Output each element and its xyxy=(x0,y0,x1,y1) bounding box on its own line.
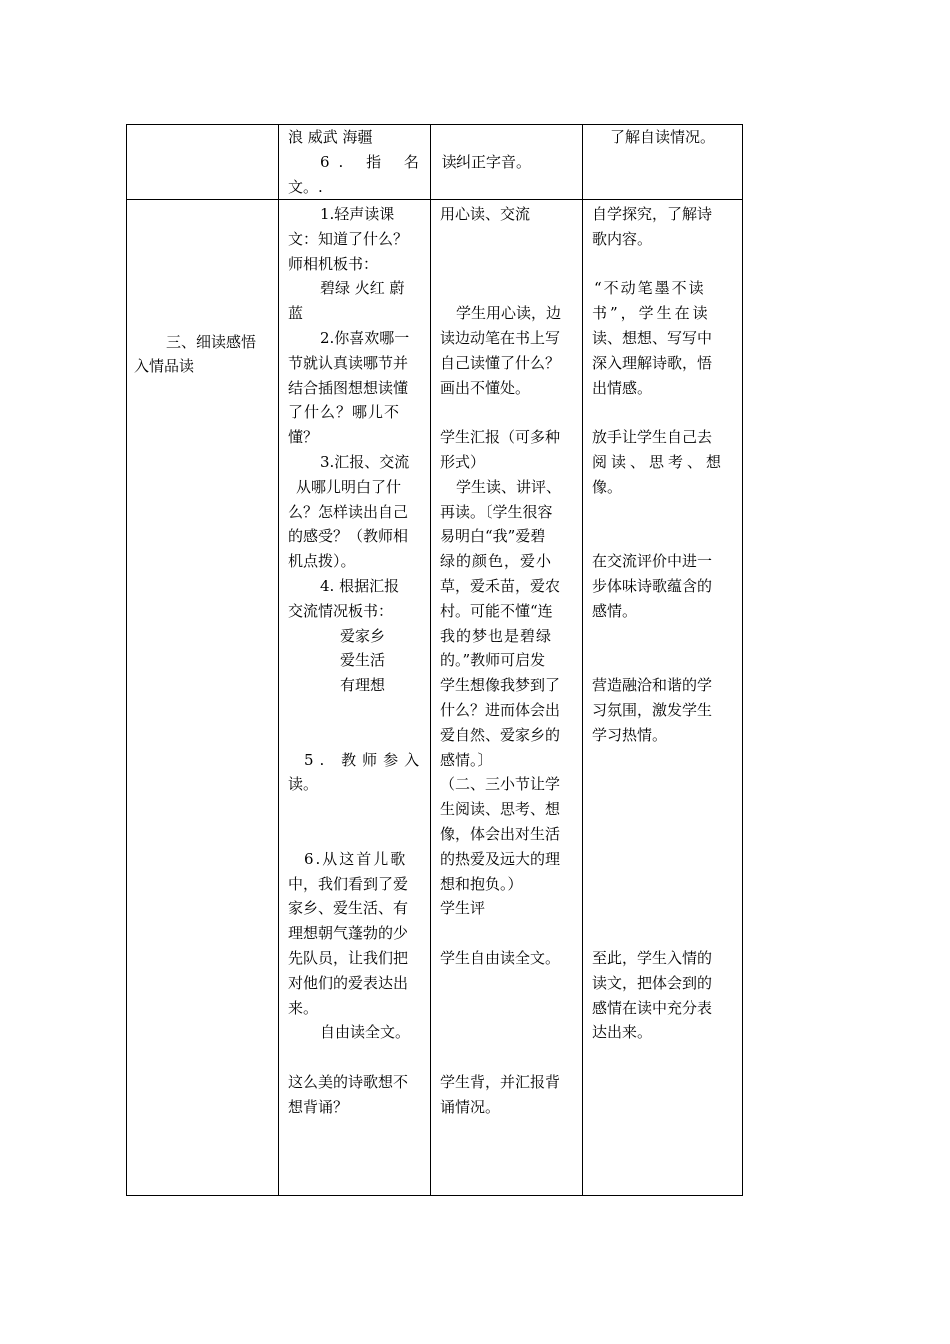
blank-line xyxy=(440,1020,576,1045)
teacher-line: 碧绿 火红 蔚 xyxy=(320,279,405,298)
teacher-line: 来。 xyxy=(288,998,319,1017)
student-line: 读边动笔在书上写 xyxy=(440,328,561,347)
student-line: 爱自然、爱家乡的 xyxy=(440,725,561,744)
teacher-line: 节就认真读哪节并 xyxy=(288,353,409,372)
student-line: 学生评 xyxy=(440,899,486,918)
teacher-line: 了什么？哪儿不 xyxy=(288,403,401,422)
student-line: 学生背，并汇报背 xyxy=(440,1072,561,1091)
student-line: 村。可能不懂“连 xyxy=(440,601,553,620)
intent-line: 像。 xyxy=(592,477,623,496)
student-line: 草，爱禾苗，爱农 xyxy=(440,576,561,595)
col-border-3 xyxy=(430,124,431,1196)
student-line: 绿的颜色，爱小 xyxy=(440,552,553,571)
student-line: 的。”教师可启发 xyxy=(440,651,546,670)
blank-line xyxy=(592,921,738,946)
blank-line xyxy=(288,797,424,822)
blank-line xyxy=(440,996,576,1021)
design-intent-column xyxy=(592,202,738,1045)
blank-line xyxy=(592,797,738,822)
intent-line: 书”，学生在读 xyxy=(592,304,711,323)
blank-line xyxy=(592,400,738,425)
col-border-left xyxy=(126,124,127,1196)
intent-line: 营造融洽和谐的学 xyxy=(592,676,713,695)
teacher-line: 3.汇报、交流 xyxy=(320,452,410,471)
student-line: 再读。〔学生很容 xyxy=(440,502,553,521)
teacher-line: 读。 xyxy=(288,775,319,794)
student-line: 学生用心读，边 xyxy=(456,304,562,323)
student-line: 自己读懂了什么？ xyxy=(440,353,561,372)
teacher-activity-column xyxy=(288,202,424,1119)
stage-title-line1: 三、细读感悟 xyxy=(166,333,257,351)
teacher-line: 交流情况板书： xyxy=(288,601,394,620)
col-border-right xyxy=(742,124,743,1196)
stage-title-line2: 入情品读 xyxy=(134,357,195,375)
intent-line: 深入理解诗歌，悟 xyxy=(592,353,713,372)
blank-line xyxy=(592,648,738,673)
intent-line: 至此，学生入情的 xyxy=(592,948,713,967)
student-line: 画出不懂处。 xyxy=(440,378,531,397)
student-line: 想和抱负。） xyxy=(440,874,523,893)
blank-line xyxy=(288,822,424,847)
teacher-line: 中，我们看到了爱 xyxy=(288,874,409,893)
row1-col2-line3: 文。. xyxy=(288,178,323,196)
student-line: 学生汇报（可多种 xyxy=(440,428,561,447)
teacher-line: 懂？ xyxy=(288,428,319,447)
student-line: 什么？进而体会出 xyxy=(440,700,561,719)
blank-line xyxy=(592,872,738,897)
col-border-4 xyxy=(582,124,583,1196)
student-line: （二、三小节让学 xyxy=(440,775,561,794)
intent-line: “不动笔墨不读 xyxy=(594,279,706,298)
student-line: 的热爱及远大的理 xyxy=(440,849,561,868)
board-item: 爱家乡 xyxy=(340,626,386,645)
intent-line: 感情。 xyxy=(592,601,638,620)
teacher-line: 从哪儿明白了什 xyxy=(296,477,402,496)
row1-col2-line1: 浪 威武 海疆 xyxy=(288,128,373,146)
teacher-line: 蓝 xyxy=(288,304,304,323)
board-item: 爱生活 xyxy=(340,651,386,670)
teacher-line: 4. 根据汇报 xyxy=(320,576,400,595)
teacher-line: 的感受？（教师相 xyxy=(288,527,409,546)
intent-line: 步体味诗歌蕴含的 xyxy=(592,576,713,595)
intent-line: 歌内容。 xyxy=(592,229,653,248)
blank-line xyxy=(440,1045,576,1070)
student-activity-column xyxy=(440,202,576,1119)
blank-line xyxy=(592,822,738,847)
student-line: 诵情况。 xyxy=(440,1097,501,1116)
teacher-line: 先队员，让我们把 xyxy=(288,948,409,967)
intent-line: 读文，把体会到的 xyxy=(592,973,713,992)
student-line: 学生读、讲评、 xyxy=(456,477,562,496)
col-border-2 xyxy=(278,124,279,1196)
student-line: 学生自由读全文。 xyxy=(440,948,561,967)
teacher-line: 对他们的爱表达出 xyxy=(288,973,409,992)
row-divider xyxy=(126,199,743,200)
teacher-line: 自由读全文。 xyxy=(320,1023,411,1042)
blank-line xyxy=(288,1045,424,1070)
intent-line: 放手让学生自己去 xyxy=(592,428,713,447)
blank-line xyxy=(440,971,576,996)
blank-line xyxy=(592,524,738,549)
teacher-line: 家乡、爱生活、有 xyxy=(288,899,409,918)
student-line: 学生想像我梦到了 xyxy=(440,676,561,695)
teacher-line: 想背诵？ xyxy=(288,1097,349,1116)
student-line: 像，体会出对生活 xyxy=(440,824,561,843)
intent-line: 达出来。 xyxy=(592,1023,653,1042)
blank-line xyxy=(288,723,424,748)
teacher-line: 机点拨）。 xyxy=(288,552,356,571)
table-top-border xyxy=(126,124,743,125)
blank-line xyxy=(592,252,738,277)
blank-line xyxy=(592,772,738,797)
blank-line xyxy=(288,698,424,723)
blank-line xyxy=(592,896,738,921)
teacher-line: 么？怎样读出自己 xyxy=(288,502,409,521)
table-bottom-border xyxy=(126,1195,743,1196)
teacher-line: 这么美的诗歌想不 xyxy=(288,1072,409,1091)
row1-col4-text: 了解自读情况。 xyxy=(610,128,716,146)
intent-line: 感情在读中充分表 xyxy=(592,998,713,1017)
student-line: 用心读、交流 xyxy=(440,205,531,223)
blank-line xyxy=(592,847,738,872)
intent-line: 学习热情。 xyxy=(592,725,668,744)
board-item: 有理想 xyxy=(340,676,386,695)
blank-line xyxy=(440,227,576,252)
intent-line: 习氛围，激发学生 xyxy=(592,700,713,719)
blank-line xyxy=(440,400,576,425)
teacher-line: 2.你喜欢哪一 xyxy=(320,328,410,347)
teacher-line: 结合插图想想读懂 xyxy=(288,378,409,397)
student-line: 易明白“我”爱碧 xyxy=(440,527,546,546)
intent-line: 在交流评价中进一 xyxy=(592,552,713,571)
teacher-line: 5. 教师参入 xyxy=(304,750,426,769)
blank-line xyxy=(592,748,738,773)
blank-line xyxy=(592,500,738,525)
teacher-line: 文：知道了什么？ xyxy=(288,229,409,248)
student-line: 形式） xyxy=(440,452,486,471)
teacher-line: 师相机板书： xyxy=(288,254,379,273)
blank-line xyxy=(592,624,738,649)
blank-line xyxy=(440,276,576,301)
intent-line: 阅读、思考、想 xyxy=(592,452,726,471)
row1-col2-line2: 6. 指 名 读 xyxy=(320,153,466,171)
student-line: 感情。〕 xyxy=(440,750,493,769)
row1-col3-text: 纠正字音。 xyxy=(456,153,532,171)
student-line: 我的梦也是碧绿 xyxy=(440,626,553,645)
student-line: 生阅读、思考、想 xyxy=(440,800,561,819)
intent-line: 读、想想、写写中 xyxy=(592,328,713,347)
blank-line xyxy=(440,252,576,277)
teacher-line: 6.从这首儿歌 xyxy=(304,849,408,868)
teacher-line: 1.轻声读课 xyxy=(320,205,395,223)
intent-line: 出情感。 xyxy=(592,378,653,397)
blank-line xyxy=(440,921,576,946)
teacher-line: 理想朝气蓬勃的少 xyxy=(288,924,409,943)
intent-line: 自学探究，了解诗 xyxy=(592,205,713,223)
